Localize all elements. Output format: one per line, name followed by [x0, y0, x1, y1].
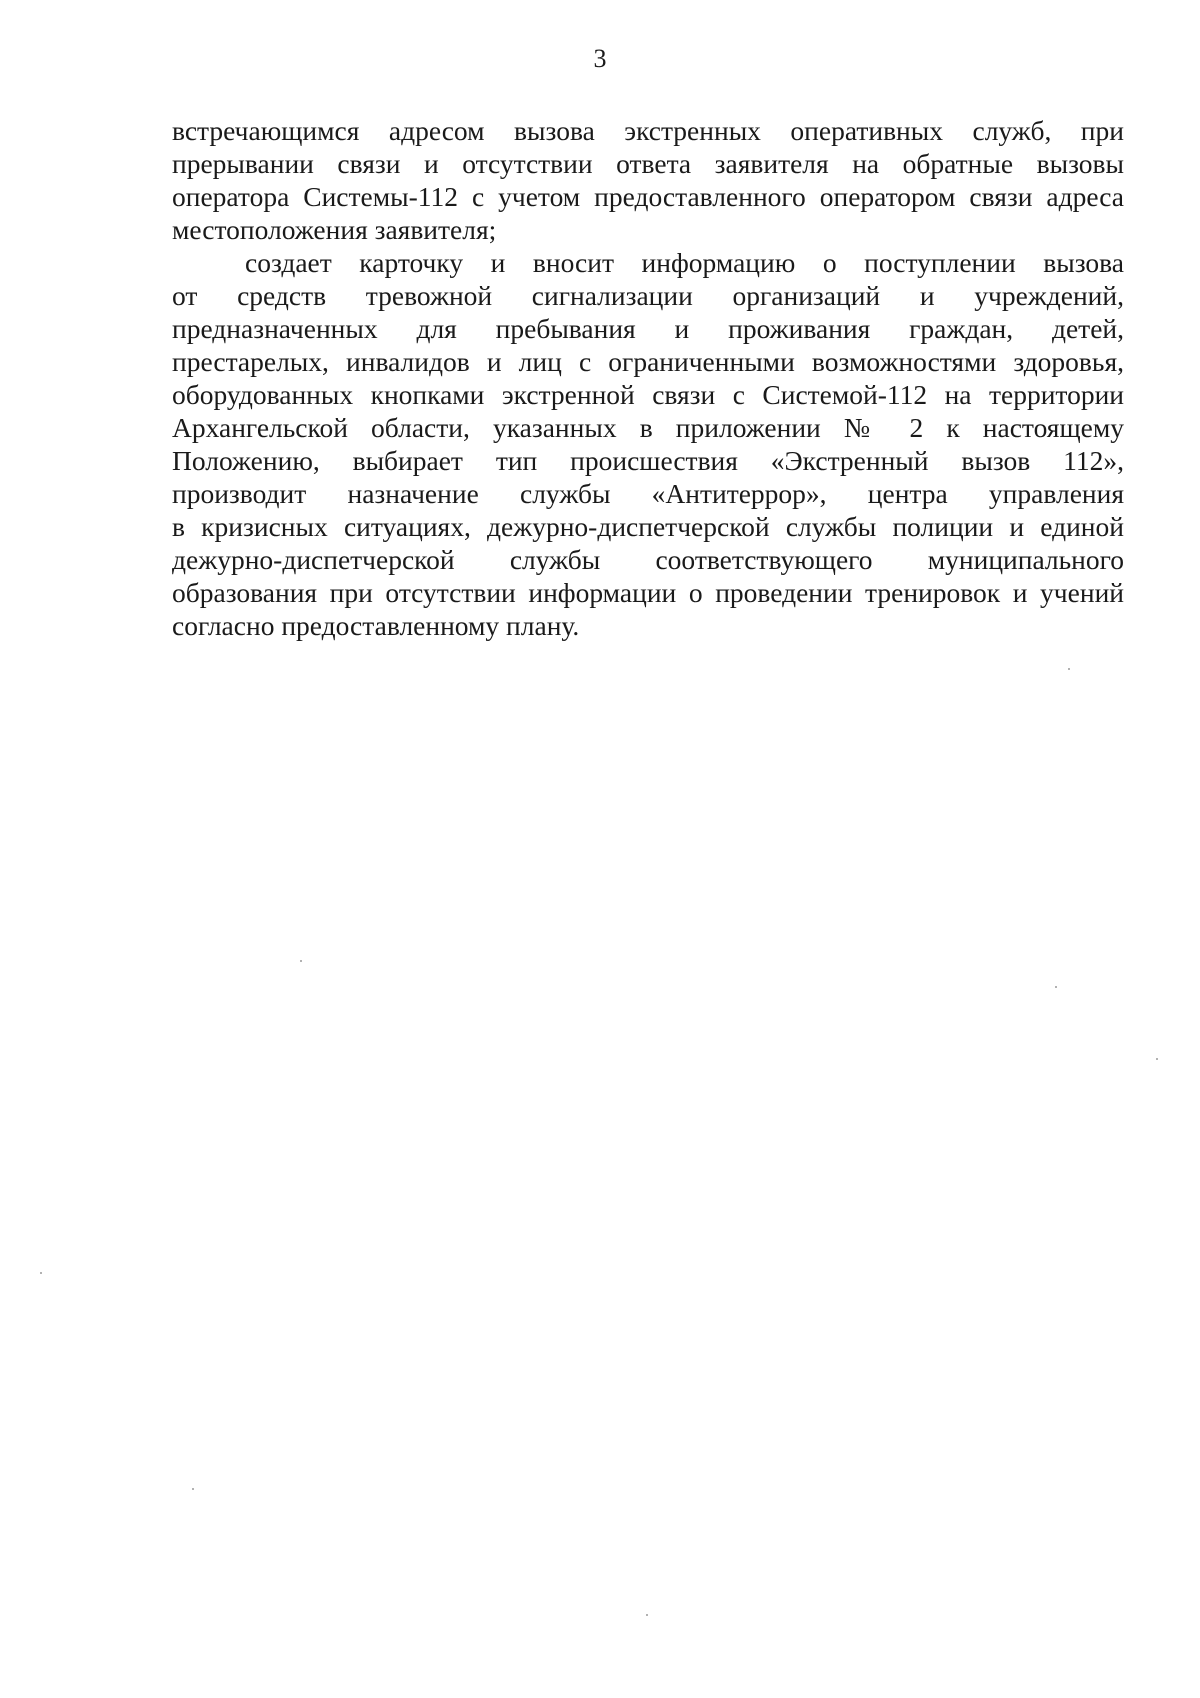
scan-speck	[300, 960, 302, 962]
text-line: престарелых, инвалидов и лиц с ограниченными возможностями здоровья,	[172, 346, 1124, 377]
text-line: встречающимся адресом вызова экстренных оперативных служб, при	[172, 115, 1124, 146]
paragraph-1	[172, 114, 1124, 246]
page-number: 3	[593, 44, 607, 73]
text-line: производит назначение службы «Антитеррор», центра управления	[172, 478, 1124, 509]
text-line: местоположения заявителя;	[172, 214, 497, 245]
scan-speck	[40, 1272, 42, 1274]
text-line: от средств тревожной сигнализации организаций и учреждений,	[172, 280, 1124, 311]
scan-speck	[1055, 986, 1057, 988]
paragraph-2	[172, 246, 1124, 642]
document-body	[172, 114, 1124, 642]
text-line: в кризисных ситуациях, дежурно-диспетчерской службы полиции и единой	[172, 511, 1124, 542]
text-line: образования при отсутствии информации о проведении тренировок и учений	[172, 577, 1124, 608]
scan-speck	[192, 1488, 194, 1490]
text-line: создает карточку и вносит информацию о поступлении вызова	[245, 247, 1124, 278]
scan-speck	[1068, 668, 1070, 670]
text-line: Положению, выбирает тип происшествия «Экстренный вызов 112»,	[172, 445, 1124, 476]
text-line: оборудованных кнопками экстренной связи с Системой-112 на территории	[172, 379, 1124, 410]
text-line: предназначенных для пребывания и проживания граждан, детей,	[172, 313, 1124, 344]
text-line: прерывании связи и отсутствии ответа заявителя на обратные вызовы	[172, 148, 1124, 179]
scan-speck	[1156, 1058, 1158, 1060]
scan-speck	[646, 1614, 648, 1616]
text-line: согласно предоставленному плану.	[172, 610, 580, 641]
text-line: Архангельской области, указанных в приложении № 2 к настоящему	[172, 412, 1124, 443]
text-line: дежурно-диспетчерской службы соответствующего муниципального	[172, 544, 1124, 575]
text-line: оператора Системы-112 с учетом предоставленного оператором связи адреса	[172, 181, 1124, 212]
